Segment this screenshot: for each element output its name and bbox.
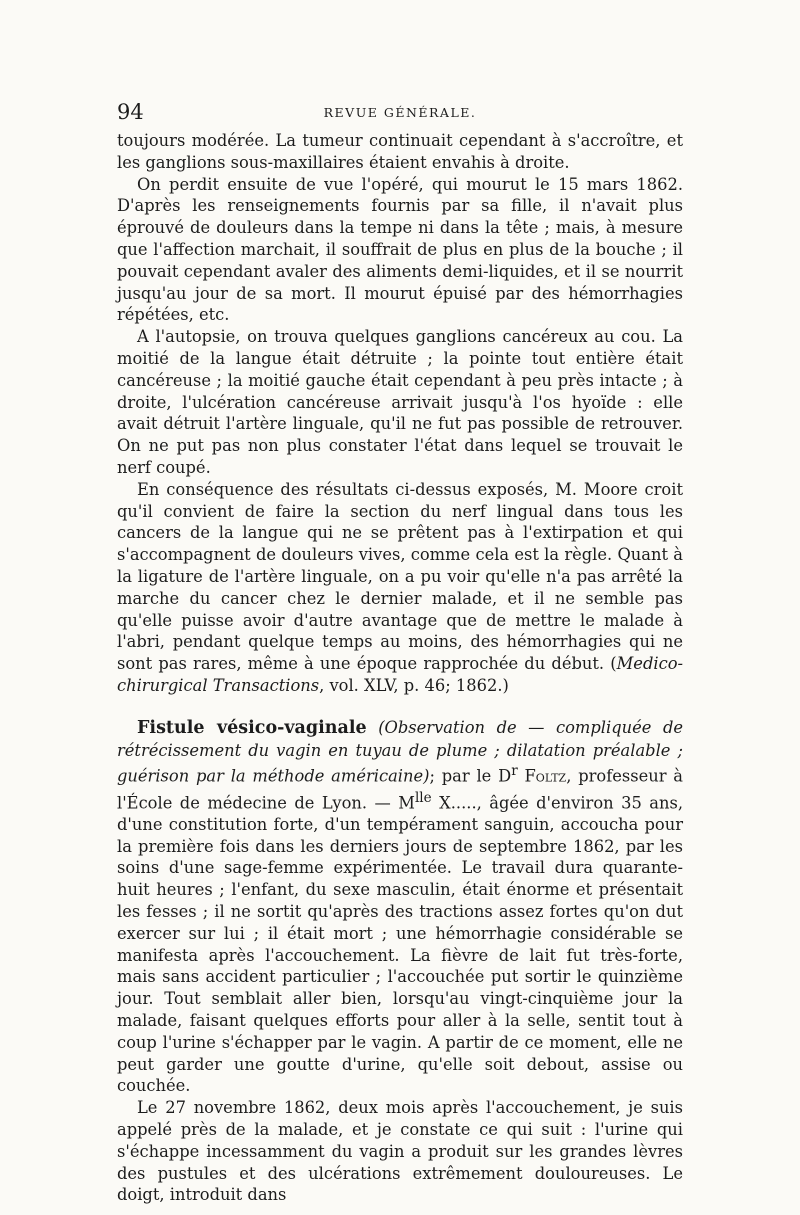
section-subtitle: (Observation de — compliquée de rétrécissement du vagin en tuyau de plume ; dilatation préalable ; guérison par la méthode américaine)	[117, 717, 683, 786]
intro-prefix: ; par le D	[429, 766, 512, 786]
paragraph: On perdit ensuite de vue l'opéré, qui mourut le 15 mars 1862. D'après les renseignements fournis par sa fille, il n'avait plus éprouvé de douleurs dans la tempe ni dans la tête ; mais, à mesure que l'affection marchait, il souffrait de plus en plus de la bouche ; il pouvait cependant avaler des aliments demi-liquides, et il se nourrit jusqu'au jour de sa mort. Il mourut épuisé par des hémorrhagies répétées, etc.	[117, 174, 683, 325]
section-heading: Fistule vésico-vaginale	[137, 717, 367, 738]
section-paragraph	[117, 717, 683, 1097]
mlle-superscript: lle	[414, 789, 432, 806]
section-gap	[117, 697, 683, 717]
paragraph: A l'autopsie, on trouva quelques ganglions cancéreux au cou. La moitié de la langue était détruite ; la pointe tout entière était cancéreuse ; la moitié gauche était cependant à peu près intacte ; à droite, l'ulcération cancéreuse arrivait jusqu'à l'os hyoïde : elle avait détruit l'artère linguale, qu'il ne fut pas possible de retrouver. On ne put pas non plus constater l'état dans lequel se trouvait le nerf coupé.	[117, 327, 683, 477]
body-text	[117, 130, 683, 1206]
citation-title: Medico-chirurgical Transactions	[117, 654, 683, 695]
running-head: REVUE GÉNÉRALE.	[323, 105, 477, 120]
paragraph-text: En conséquence des résultats ci-dessus exposés, M. Moore croit qu'il convient de faire la section du nerf lingual dans tous les cancers de la langue qui ne se prêtent pas à l'extirpation et qui s'accompagnent de douleurs vives, comme cela est la règle. Quant à la ligature de l'artère linguale, on a pu voir qu'elle n'a pas arrêté la marche du cancer chez le dernier malade, et il ne semble pas qu'elle puisse avoir d'autre avantage que de mettre le malade à l'abri, pendant quelque temps au moins, des hémorrhagies qui ne sont pas rares, même à une époque rapprochée du début. (	[117, 479, 683, 674]
page-number: 94	[117, 100, 144, 124]
section-text: professeur à l'École de médecine de Lyon. — M	[117, 766, 683, 812]
author-name: Foltz,	[524, 766, 572, 786]
dr-superscript: r	[511, 763, 518, 780]
citation-details: , vol. XLV, p. 46; 1862.)	[319, 675, 509, 695]
section-text: X....., âgée d'environ 35 ans, d'une constitution forte, d'un tempérament sanguin, accoucha pour la première fois dans les derniers jours de septembre 1862, par les soins d'une sage-femme expérimentée. Le travail dura quarante-huit heures ; l'enfant, du sexe masculin, était énorme et présentait les fesses ; il ne sortit qu'après des tractions assez fortes qu'on dut exercer sur lui ; il était mort ; une hémorrhagie considérable se manifesta après l'accouchement. La fièvre de lait fut très-forte, mais sans accident particulier ; l'accouchée put sortir le quinzième jour. Tout semblait aller bien, lorsqu'au vingt-cinquième jour la malade, faisant quelques efforts pour aller à la selle, sentit tout à coup l'urine s'échapper par le vagin. A partir de ce moment, elle ne peut garder une goutte d'urine, qu'elle soit debout, assise ou couchée.	[117, 792, 683, 1096]
page-header	[117, 100, 683, 124]
paragraph: toujours modérée. La tumeur continuait cependant à s'accroître, et les ganglions sous-maxillaires étaient envahis à droite.	[117, 131, 683, 172]
paragraph: Le 27 novembre 1862, deux mois après l'accouchement, je suis appelé près de la malade, et je constate ce qui suit : l'urine qui s'échappe incessamment du vagin a produit sur les grandes lèvres des pustules et des ulcérations extrêmement douloureuses. Le doigt, introduit dans	[117, 1098, 683, 1205]
paragraph	[117, 479, 683, 697]
